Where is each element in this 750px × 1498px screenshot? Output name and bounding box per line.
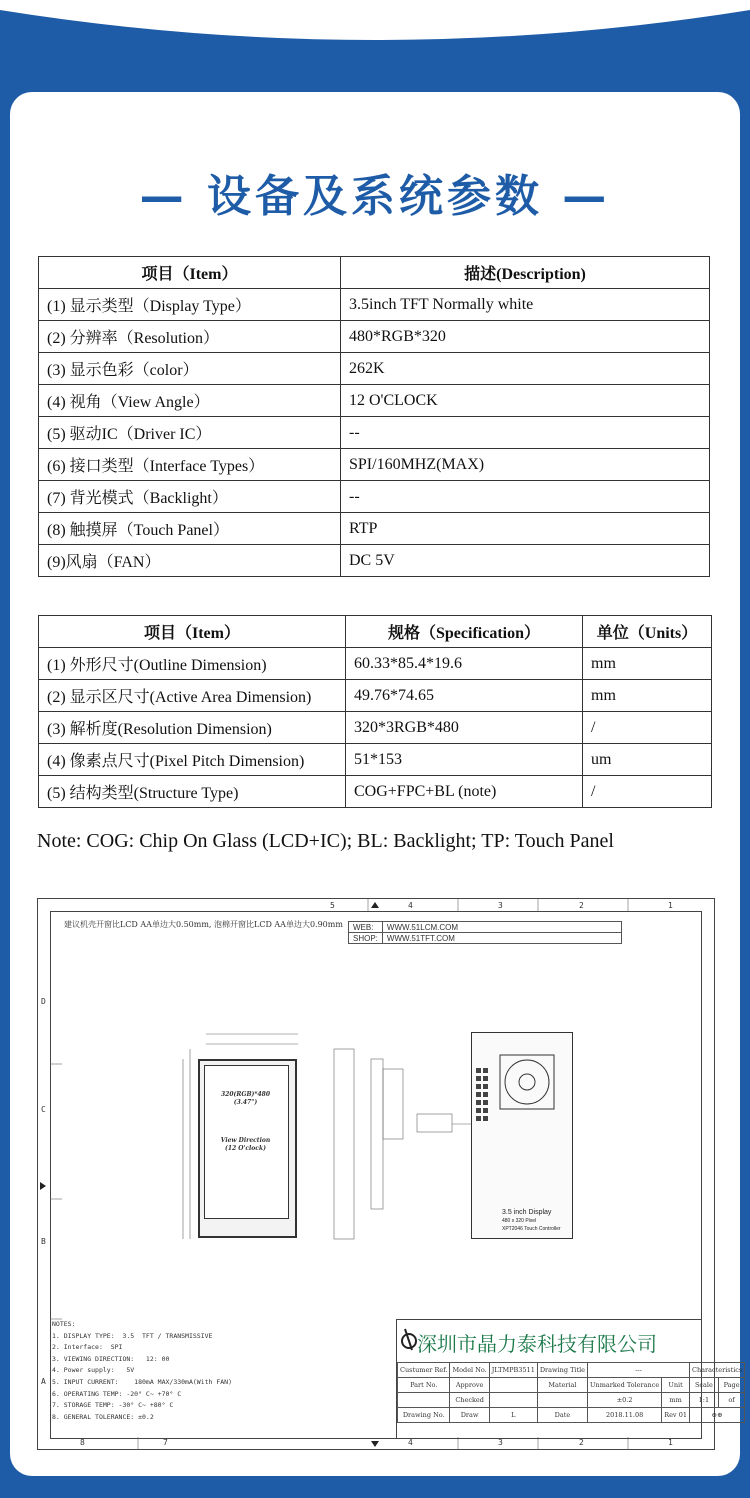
header-description: 描述(Description) — [341, 257, 710, 289]
web-label: WEB: — [349, 922, 383, 933]
cell: Date — [537, 1408, 587, 1423]
grid-label: D — [41, 997, 46, 1006]
table-row — [39, 744, 712, 776]
table-row — [39, 680, 712, 712]
cell: (2) 分辨率（Resolution） — [39, 321, 341, 353]
cell: L — [489, 1408, 537, 1423]
title-block — [396, 1319, 743, 1439]
table-row — [39, 353, 710, 385]
grid-label: 4 — [408, 1438, 413, 1447]
grid-label: 5 — [330, 901, 335, 910]
cell: (3) 显示色彩（color） — [39, 353, 341, 385]
grid-label: 1 — [668, 901, 673, 910]
cell: 49.76*74.65 — [346, 680, 583, 712]
cell: 320*3RGB*480 — [346, 712, 583, 744]
cell: --- — [588, 1363, 690, 1378]
header-item: 项目（Item） — [39, 257, 341, 289]
cell: 2018.11.08 — [588, 1408, 662, 1423]
table-row — [39, 417, 710, 449]
lcd-view-direction-label: View Direction (12 O'clock) — [220, 1137, 271, 1152]
company-name: 深圳市晶力泰科技有限公司 — [417, 1332, 657, 1356]
cell: 262K — [341, 353, 710, 385]
cell: 1:1 — [689, 1393, 718, 1408]
grid-label: A — [41, 1377, 46, 1386]
table-row — [39, 648, 712, 680]
cell: Unit — [662, 1378, 690, 1393]
header-item: 项目（Item） — [39, 616, 346, 648]
table-row — [39, 289, 710, 321]
header-specification: 规格（Specification） — [346, 616, 583, 648]
cell: COG+FPC+BL (note) — [346, 776, 583, 808]
table-row — [39, 321, 710, 353]
grid-label: 2 — [579, 901, 584, 910]
cell: (7) 背光模式（Backlight） — [39, 481, 341, 513]
cell: 12 O'CLOCK — [341, 385, 710, 417]
cell: Approve — [450, 1378, 489, 1393]
cell: Rev 01 — [662, 1408, 690, 1423]
technical-drawing — [37, 898, 743, 1450]
cell: -- — [341, 481, 710, 513]
cell: JLTMPB3511 — [489, 1363, 537, 1378]
display-params-table — [38, 256, 710, 577]
page-title: — 设备及系统参数 — — [139, 171, 611, 222]
cell: Draw — [450, 1408, 489, 1423]
table-row — [39, 385, 710, 417]
cell: mm — [583, 648, 712, 680]
cell: (4) 视角（View Angle） — [39, 385, 341, 417]
table-row — [39, 449, 710, 481]
web-url: WWW.51LCM.COM — [382, 922, 621, 933]
cell: / — [583, 712, 712, 744]
cell: of — [718, 1393, 744, 1408]
cell: DC 5V — [341, 545, 710, 577]
cell: (2) 显示区尺寸(Active Area Dimension) — [39, 680, 346, 712]
cell: (1) 外形尺寸(Outline Dimension) — [39, 648, 346, 680]
title-block-table — [397, 1362, 745, 1423]
cell: (5) 结构类型(Structure Type) — [39, 776, 346, 808]
grid-label: 3 — [498, 901, 503, 910]
table-row — [39, 513, 710, 545]
cell: (8) 触摸屏（Touch Panel） — [39, 513, 341, 545]
cell: mm — [583, 680, 712, 712]
cell: ±0.2 — [588, 1393, 662, 1408]
cell: (6) 接口类型（Interface Types） — [39, 449, 341, 481]
cell: RTP — [341, 513, 710, 545]
grid-label: 1 — [668, 1438, 673, 1447]
housing-note: 建议机壳开窗比LCD AA单边大0.50mm, 泡棉开窗比LCD AA单边大0.90mm — [64, 920, 343, 929]
table-row — [39, 776, 712, 808]
cell: Page — [718, 1378, 744, 1393]
lcd-front-view — [198, 1059, 297, 1238]
grid-label: 3 — [498, 1438, 503, 1447]
cell: 480*RGB*320 — [341, 321, 710, 353]
cell: mm — [662, 1393, 690, 1408]
grid-label: C — [41, 1105, 46, 1114]
cell: Unmarked Tolerance — [588, 1378, 662, 1393]
header-units: 单位（Units） — [583, 616, 712, 648]
shop-label: SHOP: — [349, 933, 383, 944]
cell: Part No. — [398, 1378, 450, 1393]
cell: -- — [341, 417, 710, 449]
abbreviation-note: Note: COG: Chip On Glass (LCD+IC); BL: Backlight; TP: Touch Panel — [37, 830, 614, 852]
cell: (9)风扇（FAN） — [39, 545, 341, 577]
cell: Drawing Title — [537, 1363, 587, 1378]
cell: Scale — [689, 1378, 718, 1393]
table-header-row — [39, 616, 712, 648]
lcd-resolution-label: 320(RGB)*480 (3.47") — [220, 1091, 271, 1106]
cell: Custumer Ref. — [398, 1363, 450, 1378]
projection-icon: ⊖⊕ — [689, 1408, 744, 1423]
company-logo-icon — [397, 1326, 417, 1352]
grid-label: 8 — [80, 1438, 85, 1447]
grid-label: 7 — [163, 1438, 168, 1447]
grid-label: B — [41, 1237, 46, 1246]
grid-label: 4 — [408, 901, 413, 910]
cell: Characteristics — [689, 1363, 744, 1378]
cell: (1) 显示类型（Display Type） — [39, 289, 341, 321]
fan-icon — [472, 1033, 572, 1238]
cell: 60.33*85.4*19.6 — [346, 648, 583, 680]
shop-url: WWW.51TFT.COM — [382, 933, 621, 944]
specification-table — [38, 615, 712, 808]
drawing-notes: NOTES: 1. DISPLAY TYPE: 3.5 TFT / TRANSMISSIVE 2. Interface: SPI 3. VIEWING DIRECTION: 12: 00 4. Power supply: 5V 5. INPUT CURRENT: 180mA MAX/330mA(With FAN) 6. OPERATING TEMP: -20° C~ +70° C 7. STORAGE TEMP: -30° C~ +80° C 8. GENERAL TOLERANCE: ±0.2 — [52, 1320, 233, 1421]
cell: 51*153 — [346, 744, 583, 776]
cell: SPI/160MHZ(MAX) — [341, 449, 710, 481]
table-row — [39, 481, 710, 513]
board-label: 3.5 inch Display 480 x 320 Pixel XPT2046 Touch Controller — [502, 1209, 561, 1232]
table-row — [39, 712, 712, 744]
cell: 3.5inch TFT Normally white — [341, 289, 710, 321]
cell: (4) 像素点尺寸(Pixel Pitch Dimension) — [39, 744, 346, 776]
cell: um — [583, 744, 712, 776]
cell: (5) 驱动IC（Driver IC） — [39, 417, 341, 449]
cell: Drawing No. — [398, 1408, 450, 1423]
cell: / — [583, 776, 712, 808]
table-header-row — [39, 257, 710, 289]
cell: (3) 解析度(Resolution Dimension) — [39, 712, 346, 744]
grid-label: 2 — [579, 1438, 584, 1447]
table-row — [39, 545, 710, 577]
cell: Material — [537, 1378, 587, 1393]
cell: Model No. — [450, 1363, 489, 1378]
pcb-back-view — [471, 1032, 573, 1239]
cell: Checked — [450, 1393, 489, 1408]
header-wave — [0, 0, 750, 70]
